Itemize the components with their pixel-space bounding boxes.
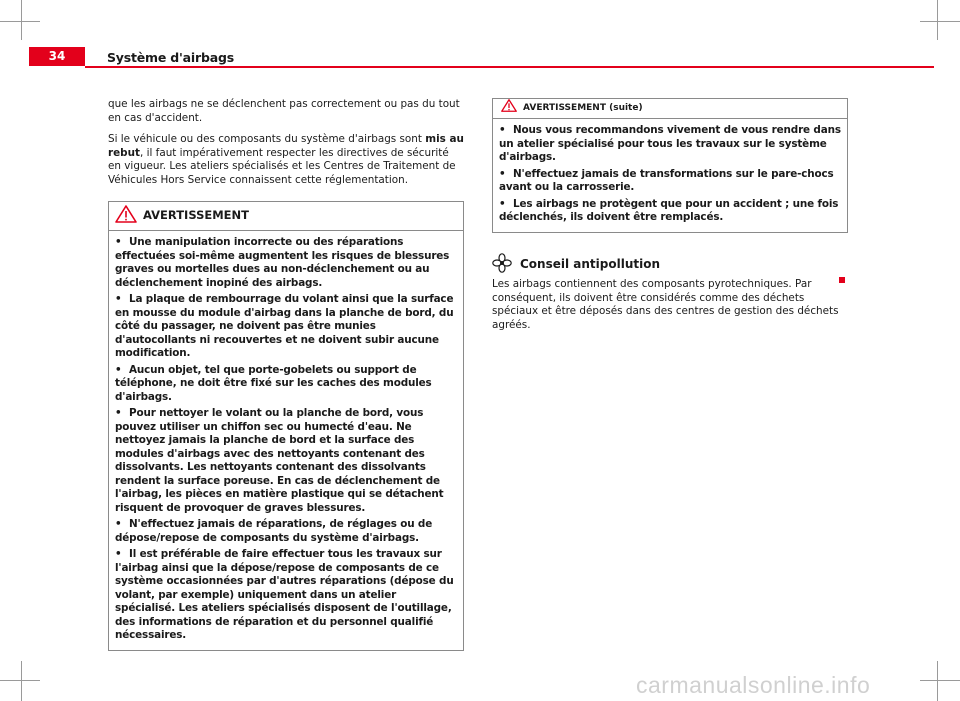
warning-item: • Aucun objet, tel que porte-gobelets ou support de téléphone, ne doit être fixé sur les caches des modules d'airbags. [115,363,432,403]
warning-item: • Les airbags ne protègent que pour un accident ; une fois déclenchés, ils doivent être remplacés. [499,197,839,223]
warning-box-continued [492,98,848,233]
flower-icon [492,253,512,277]
warning-item: • Pour nettoyer le volant ou la planche de bord, vous pouvez utiliser un chiffon sec ou humecté d'eau. Ne nettoyez jamais la planche de bord et la surface des modules d'airbags avec des nettoyants contenant des dissolvants. Les nettoyants contenant des dissolvants rendent la surface poreuse. En cas de déclenchement de l'airbag, les pièces en matière plastique qui se détachent risquent de provoquer de graves blessures. [115,407,444,514]
warning-item: • N'effectuez jamais de transformations sur le pare-chocs avant ou la carrosserie. [499,167,834,193]
warning-header [109,202,463,231]
left-column [108,98,464,651]
eco-title: Conseil antipollution [520,256,661,271]
eco-text: Les airbags contiennent des composants pyrotechniques. Par conséquent, ils doivent être considérés comme des déchets spéciaux et être déposés dans des centres de gestion des déchets agréés. [492,278,839,331]
warning-body [109,231,463,650]
warning-title-continued: AVERTISSEMENT (suite) [523,102,643,113]
header-rule [85,66,934,68]
warning-item: • La plaque de rembourrage du volant ainsi que la surface en mousse du module d'airbag dans la planche de bord, du côté du passager, ne doivent pas être munies d'autocollants ni recouvertes et ne doivent subir aucune modification. [115,293,454,359]
disposal-term: mis au rebut [108,133,464,159]
end-of-section-marker [839,277,845,283]
warning-box [108,201,464,651]
intro-paragraph: que les airbags ne se déclenchent pas correctement ou pas du tout en cas d'accident. [108,98,460,124]
warning-item: • Une manipulation incorrecte ou des réparations effectuées soi-même augmentent les risques de blessures graves ou mortelles dues au non-déclenchement ou au déclenchement inopiné des airbags. [115,236,450,289]
eco-header [492,253,848,277]
warning-body-continued [493,119,847,232]
warning-header-continued [493,99,847,119]
warning-title: AVERTISSEMENT [143,208,250,223]
warning-triangle-icon [115,205,137,227]
page-number: 34 [29,47,85,66]
watermark: carmanualsonline.info [636,672,871,698]
warning-item: • Il est préférable de faire effectuer tous les travaux sur l'airbag ainsi que la dépose/repose de composants de ce système occasionnées par d'autres réparations (dépose du volant, par exemple) uniquement dans un atelier spécialisé. Les ateliers spécialisés disposent de l'outillage, des informations de réparation et du personnel qualifié nécessaires. [115,548,454,641]
warning-item: • N'effectuez jamais de réparations, de réglages ou de dépose/repose de composants du système d'airbags. [115,518,433,544]
warning-triangle-icon [501,99,517,118]
disposal-paragraph: Si le véhicule ou des composants du système d'airbags sont mis au rebut, il faut impérativement respecter les directives de sécurité en vigueur. Les ateliers spécialisés et les Centres de Traitement de Véhicules Hors Service connaissent cette réglementation. [108,133,464,186]
page-title: Système d'airbags [107,50,234,65]
right-column [492,98,848,340]
warning-item: • Nous vous recommandons vivement de vous rendre dans un atelier spécialisé pour tous les travaux sur le système d'airbags. [499,124,841,163]
